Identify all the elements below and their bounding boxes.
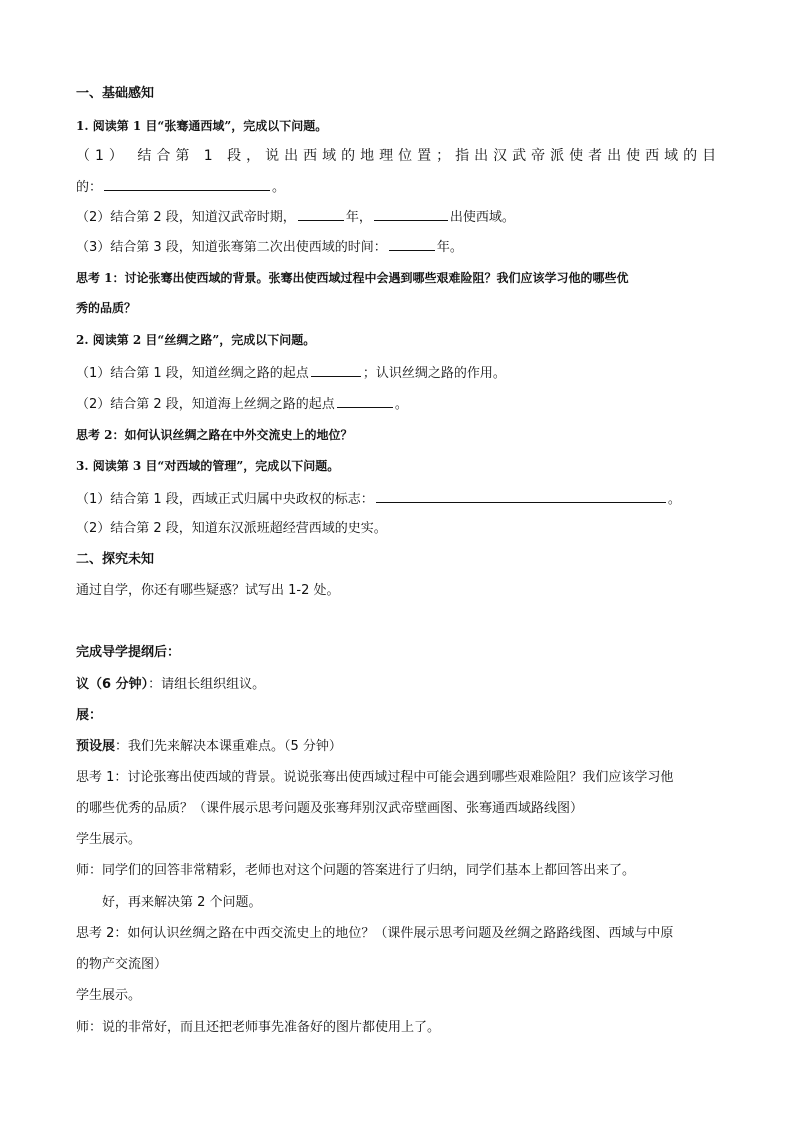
preset-label: 预设展 xyxy=(76,739,116,754)
q2-item1-text: （1）结合第 1 段，知道丝绸之路的起点 xyxy=(76,366,309,381)
discuss-label: 议（6 分钟） xyxy=(76,677,149,692)
q1-item3-text: （3）结合第 3 段，知道张骞第二次出使西域的时间： xyxy=(76,240,387,255)
after-heading: 完成导学提纲后： xyxy=(76,645,181,660)
answer-blank[interactable] xyxy=(104,176,270,191)
think1-line1: 思考 1：讨论张骞出使西域的背景。张骞出使西域过程中会遇到哪些艰难险阻？我们应该学习他的哪些优 xyxy=(76,271,629,285)
q3-item1-text: （1）结合第 1 段，西域正式归属中央政权的标志： xyxy=(76,492,374,507)
q3-item2: （2）结合第 2 段，知道东汉派班超经营西域的史实。 xyxy=(76,521,387,536)
think1-discussion-line2: 的哪些优秀的品质？（课件展示思考问题及张骞拜别汉武帝壁画图、张骞通西域路线图） xyxy=(76,801,584,816)
q1-item2-text: （2）结合第 2 段，知道汉武帝时期， xyxy=(76,210,296,225)
teacher-comment-1: 师：同学们的回答非常精彩，老师也对这个问题的答案进行了归纳，同学们基本上都回答出来了。 xyxy=(76,863,636,878)
think2-discussion-line1: 思考 2：如何认识丝绸之路在中西交流史上的地位？（课件展示思考问题及丝绸之路路线图、西域与中原 xyxy=(76,926,674,941)
q1-item2 xyxy=(76,206,726,228)
q2-title: 2. 阅读第 2 目“丝绸之路”，完成以下问题。 xyxy=(76,333,316,347)
q2-item2-post: 。 xyxy=(394,397,408,412)
think2-discussion-line2: 的物产交流图） xyxy=(76,957,168,972)
answer-blank[interactable] xyxy=(374,206,448,221)
q2-item1 xyxy=(76,362,726,384)
section1-heading: 一、基础感知 xyxy=(76,86,155,101)
show-label: 展： xyxy=(76,708,103,723)
q3-item1-post: 。 xyxy=(667,492,681,507)
student-show-2: 学生展示。 xyxy=(76,988,142,1003)
answer-blank[interactable] xyxy=(311,362,361,377)
q1-item3 xyxy=(76,236,726,258)
think1-discussion-line1: 思考 1：讨论张骞出使西域的背景。说说张骞出使西域过程中可能会遇到哪些艰难险阻？我们应该学习他 xyxy=(76,770,674,785)
answer-blank[interactable] xyxy=(376,488,666,503)
q1-item2-post: 出使西域。 xyxy=(449,210,515,225)
answer-blank[interactable] xyxy=(298,206,344,221)
answer-blank[interactable] xyxy=(389,236,435,251)
q3-title: 3. 阅读第 3 目“对西域的管理”，完成以下问题。 xyxy=(76,459,340,473)
q1-item1-line2 xyxy=(76,176,726,198)
answer-blank[interactable] xyxy=(337,393,393,408)
q1-item1-end: 。 xyxy=(272,180,286,195)
discuss-line xyxy=(76,675,726,695)
q1-item1-label: 的： xyxy=(76,180,103,195)
q2-item2-text: （2）结合第 2 段，知道海上丝绸之路的起点 xyxy=(76,397,335,412)
q1-item3-post: 年。 xyxy=(436,240,463,255)
section2-text: 通过自学，你还有哪些疑惑？试写出 1-2 处。 xyxy=(76,583,340,598)
section2-heading: 二、探究未知 xyxy=(76,552,155,567)
preset-text: ：我们先来解决本课重难点。（5 分钟） xyxy=(115,739,342,754)
think2: 思考 2：如何认识丝绸之路在中外交流史上的地位？ xyxy=(76,428,353,442)
preset-line xyxy=(76,737,726,757)
discuss-text: ：请组长组织组议。 xyxy=(148,677,266,692)
q2-item1-post: ；认识丝绸之路的作用。 xyxy=(362,366,506,381)
q1-item1-line1: （1） 结合第 1 段，说出西域的地理位置；指出汉武帝派使者出使西域的目 xyxy=(76,148,722,164)
teacher-comment-2: 师：说的非常好，而且还把老师事先准备好的图片都使用上了。 xyxy=(76,1020,441,1035)
student-show-1: 学生展示。 xyxy=(76,832,142,847)
next-question: 好，再来解决第 2 个问题。 xyxy=(102,895,262,910)
q2-item2 xyxy=(76,393,726,415)
q1-title: 1. 阅读第 1 目“张骞通西域”，完成以下问题。 xyxy=(76,119,328,133)
q1-item2-mid: 年， xyxy=(345,210,372,225)
q3-item1 xyxy=(76,488,726,510)
think1-line2: 秀的品质？ xyxy=(76,301,137,315)
